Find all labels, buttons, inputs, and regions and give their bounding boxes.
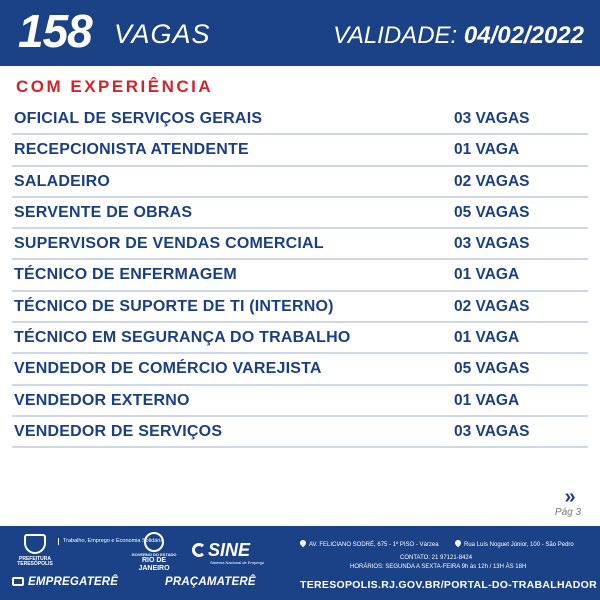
job-title: OFICIAL DE SERVIÇOS GERAIS (14, 110, 263, 127)
address-1 (300, 540, 439, 548)
pagination[interactable] (548, 487, 588, 518)
job-title: SERVENTE DE OBRAS (14, 203, 193, 221)
briefcase-icon (12, 577, 24, 586)
job-title: RECEPCIONISTA ATENDENTE (14, 141, 249, 159)
header-bar (0, 0, 600, 62)
pracamatere-logo: PRAÇAMATERÊ (165, 576, 256, 588)
validity (333, 22, 584, 50)
portal-url[interactable]: TERESOPOLIS.RJ.GOV.BR/PORTAL-DO-TRABALHADOR (300, 579, 597, 591)
job-row (12, 229, 588, 260)
job-row (12, 323, 588, 354)
validity-date: 04/02/2022 (463, 22, 584, 49)
job-openings: 03 VAGAS (454, 422, 530, 440)
job-row (12, 260, 588, 291)
secretaria-label: Trabalho, Emprego e Economia Solidária (58, 538, 163, 545)
rj-name-label: RIO DE JANEIRO (138, 557, 170, 572)
job-title: TÉCNICO DE SUPORTE DE TI (INTERNO) (14, 297, 334, 315)
job-title: VENDEDOR DE COMÉRCIO VAREJISTA (14, 360, 322, 378)
job-openings: 05 VAGAS (454, 360, 530, 378)
job-openings: 03 VAGAS (454, 235, 530, 253)
job-openings: 02 VAGAS (454, 297, 530, 315)
empregatere-label: EMPREGATERÊ (28, 576, 119, 588)
job-title: VENDEDOR DE SERVIÇOS (14, 422, 223, 440)
job-title: TÉCNICO DE ENFERMAGEM (14, 266, 237, 284)
address-1-text: AV. FELICIANO SODRÉ, 675 - 1º PISO - Várzea (309, 542, 439, 548)
footer-bar (0, 526, 600, 600)
sine-swirl-icon (192, 543, 206, 557)
job-title: VENDEDOR EXTERNO (14, 391, 190, 409)
contact-phone: CONTATO: 21 97121-8424 (400, 555, 473, 561)
job-openings: 01 VAGA (454, 391, 520, 409)
location-pin-icon (299, 539, 307, 547)
empregatere-logo (12, 576, 118, 588)
job-openings: 01 VAGA (454, 141, 520, 159)
job-row (12, 354, 588, 385)
job-row (12, 386, 588, 417)
section-title: COM EXPERIÊNCIA (16, 77, 214, 96)
job-openings: 01 VAGA (454, 266, 520, 284)
vacancy-count: 158 (18, 5, 92, 57)
job-title: SUPERVISOR DE VENDAS COMERCIAL (14, 235, 324, 253)
address-2 (455, 540, 574, 548)
page-label: Pág 3 (554, 507, 582, 518)
prefeitura-logo (16, 534, 54, 568)
city-shield-icon (24, 534, 46, 554)
job-title: SALADEIRO (14, 172, 111, 190)
opening-hours: HORÁRIOS: SEGUNDA A SEXTA-FEIRA 9h às 12h / 13H ÀS 18H (350, 564, 527, 570)
rj-government-logo (126, 532, 182, 573)
job-row (12, 167, 588, 198)
job-openings: 01 VAGA (454, 329, 520, 347)
sine-sub-label: Sistema Nacional de Emprego (210, 560, 265, 565)
job-row (12, 292, 588, 323)
job-openings: 05 VAGAS (454, 203, 530, 221)
rj-crest-icon (144, 532, 164, 552)
sine-logo (192, 540, 264, 565)
job-row (12, 104, 588, 135)
job-openings: 03 VAGAS (454, 110, 530, 127)
job-list-panel (0, 66, 600, 526)
next-page-icon[interactable]: » (564, 486, 572, 508)
job-openings: 02 VAGAS (454, 172, 530, 190)
sine-label: SINE (208, 540, 251, 560)
validity-label: VALIDADE: (333, 22, 458, 49)
vacancy-count-label: VAGAS (114, 19, 211, 49)
location-pin-icon (454, 539, 462, 547)
job-row (12, 417, 588, 448)
rj-gov-label: GOVERNO DO ESTADO (131, 552, 177, 557)
job-row (12, 198, 588, 229)
prefeitura-caption: PREFEITURA TERESÓPOLIS (17, 556, 53, 567)
job-list (12, 104, 588, 448)
job-title: TÉCNICO EM SEGURANÇA DO TRABALHO (14, 329, 351, 347)
address-2-text: Rua Luís Noguet Júnior, 100 - São Pedro (464, 542, 574, 548)
job-row (12, 135, 588, 166)
